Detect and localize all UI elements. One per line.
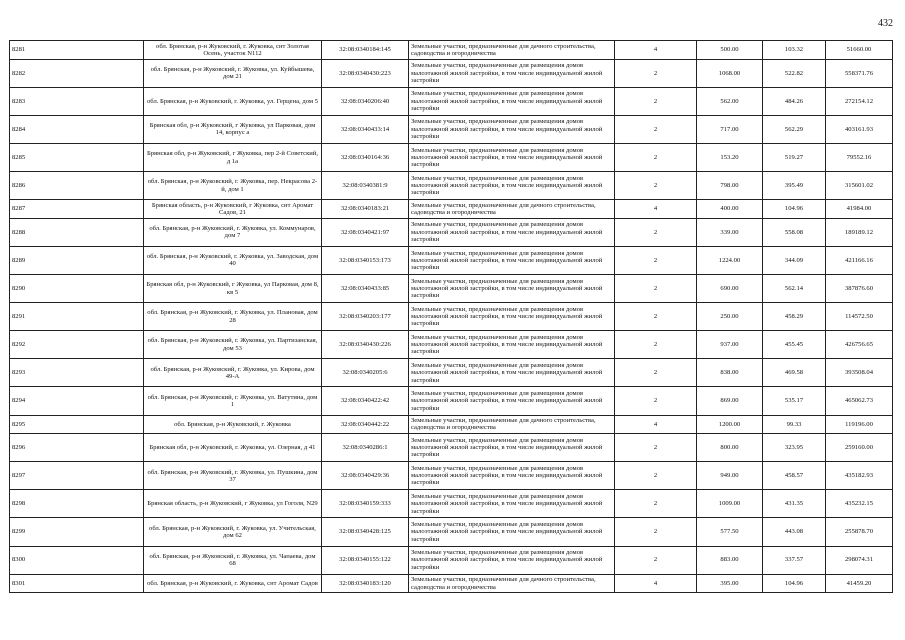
area-cell: 690.00 <box>697 275 763 303</box>
row-number: 8293 <box>10 359 144 387</box>
cadastral-value-cell: 387876.60 <box>826 275 893 303</box>
land-use-cell: Земельные участки, предназначенные для дачного строительства, садоводства и огородничества <box>409 41 615 60</box>
row-number: 8287 <box>10 200 144 219</box>
cadastral-value-table <box>9 40 893 593</box>
specific-value-cell: 558.08 <box>763 218 826 246</box>
address-cell: обл. Брянская, р-н Жуковский, г. Жуковка, ул. Ватутина, дом 1 <box>144 387 322 415</box>
cadastral-value-cell: 79552.16 <box>826 143 893 171</box>
address-cell: обл. Брянская, р-н Жуковский, г. Жуковка, ул. Плановая, дом 28 <box>144 303 322 331</box>
cadastral-value-cell: 51660.00 <box>826 41 893 60</box>
cadastral-value-cell: 403161.93 <box>826 115 893 143</box>
address-cell: обл. Брянская, р-н Жуковский, г. Жуковка, пер. Некрасова 2-й, дом 1 <box>144 172 322 200</box>
land-use-cell: Земельные участки, предназначенные для размещения домов малоэтажной жилой застройки, в том числе индивидуальной жилой застройки <box>409 59 615 87</box>
specific-value-cell: 104.96 <box>763 200 826 219</box>
table-row <box>10 387 893 415</box>
specific-value-cell: 519.27 <box>763 143 826 171</box>
cadastral-value-cell: 298074.31 <box>826 546 893 574</box>
land-use-cell: Земельные участки, предназначенные для размещения домов малоэтажной жилой застройки, в том числе индивидуальной жилой застройки <box>409 462 615 490</box>
address-cell: Брянская область, р-н Жуковский, г Жуковка, ул Гоголя, N29 <box>144 490 322 518</box>
table-row <box>10 574 893 593</box>
cadastral-value-cell: 189189.12 <box>826 218 893 246</box>
address-cell: Брянская область, р-н Жуковский, г Жуковка, снт Аромат Садов, 21 <box>144 200 322 219</box>
cadastral-number-cell: 32:08:0340206:40 <box>322 87 409 115</box>
area-cell: 838.00 <box>697 359 763 387</box>
cadastral-value-cell: 259160.00 <box>826 434 893 462</box>
land-use-cell: Земельные участки, предназначенные для размещения домов малоэтажной жилой застройки, в том числе индивидуальной жилой застройки <box>409 387 615 415</box>
address-cell: обл. Брянская, р-н Жуковский, г. Жуковка, ул. Герцена, дом 5 <box>144 87 322 115</box>
cadastral-value-cell: 421166.16 <box>826 246 893 274</box>
address-cell: обл. Брянская, р-н Жуковский, г. Жуковка, ул. Пушкина, дом 37 <box>144 462 322 490</box>
table-row <box>10 359 893 387</box>
area-cell: 883.00 <box>697 546 763 574</box>
specific-value-cell: 458.29 <box>763 303 826 331</box>
group-code-cell: 4 <box>615 41 697 60</box>
row-number: 8289 <box>10 246 144 274</box>
row-number: 8298 <box>10 490 144 518</box>
row-number: 8291 <box>10 303 144 331</box>
table-row <box>10 518 893 546</box>
group-code-cell: 2 <box>615 59 697 87</box>
cadastral-number-cell: 32:08:0340183:120 <box>322 574 409 593</box>
address-cell: обл. Брянская, р-н Жуковский, г. Жуковка, ул. Кирова, дом 49-А <box>144 359 322 387</box>
specific-value-cell: 395.49 <box>763 172 826 200</box>
group-code-cell: 2 <box>615 546 697 574</box>
cadastral-number-cell: 32:08:0340203:177 <box>322 303 409 331</box>
area-cell: 500.00 <box>697 41 763 60</box>
specific-value-cell: 484.26 <box>763 87 826 115</box>
cadastral-value-cell: 119196.00 <box>826 415 893 434</box>
specific-value-cell: 522.82 <box>763 59 826 87</box>
table-row <box>10 115 893 143</box>
table-row <box>10 415 893 434</box>
table-row <box>10 143 893 171</box>
table-row <box>10 172 893 200</box>
land-use-cell: Земельные участки, предназначенные для размещения домов малоэтажной жилой застройки, в том числе индивидуальной жилой застройки <box>409 303 615 331</box>
table-row <box>10 59 893 87</box>
group-code-cell: 4 <box>615 574 697 593</box>
specific-value-cell: 99.33 <box>763 415 826 434</box>
row-number: 8295 <box>10 415 144 434</box>
table-row <box>10 303 893 331</box>
land-use-cell: Земельные участки, предназначенные для дачного строительства, садоводства и огородничества <box>409 574 615 593</box>
table-row <box>10 87 893 115</box>
area-cell: 577.50 <box>697 518 763 546</box>
cadastral-value-cell: 435182.93 <box>826 462 893 490</box>
specific-value-cell: 562.14 <box>763 275 826 303</box>
specific-value-cell: 562.29 <box>763 115 826 143</box>
cadastral-number-cell: 32:08:0340433:85 <box>322 275 409 303</box>
specific-value-cell: 323.95 <box>763 434 826 462</box>
cadastral-value-cell: 435232.15 <box>826 490 893 518</box>
cadastral-number-cell: 32:08:0340155:122 <box>322 546 409 574</box>
address-cell: обл. Брянская, р-н Жуковский, г. Жуковка, ул. Заводская, дом 40 <box>144 246 322 274</box>
row-number: 8281 <box>10 41 144 60</box>
cadastral-value-cell: 41459.20 <box>826 574 893 593</box>
cadastral-number-cell: 32:08:0340381:9 <box>322 172 409 200</box>
cadastral-number-cell: 32:08:0340164:36 <box>322 143 409 171</box>
row-number: 8292 <box>10 331 144 359</box>
group-code-cell: 2 <box>615 331 697 359</box>
group-code-cell: 2 <box>615 143 697 171</box>
group-code-cell: 2 <box>615 115 697 143</box>
cadastral-number-cell: 32:08:0340421:97 <box>322 218 409 246</box>
page-number: 432 <box>878 18 893 29</box>
cadastral-number-cell: 32:08:0340428:125 <box>322 518 409 546</box>
group-code-cell: 2 <box>615 359 697 387</box>
address-cell: обл. Брянская, р-н Жуковский, г. Жуковка, ул. Коммунаров, дом 7 <box>144 218 322 246</box>
land-use-cell: Земельные участки, предназначенные для размещения домов малоэтажной жилой застройки, в том числе индивидуальной жилой застройки <box>409 518 615 546</box>
table-row <box>10 218 893 246</box>
row-number: 8285 <box>10 143 144 171</box>
land-use-cell: Земельные участки, предназначенные для размещения домов малоэтажной жилой застройки, в том числе индивидуальной жилой застройки <box>409 546 615 574</box>
address-cell: Брянская обл, р-н Жуковский, г Жуковка, пер 2-й Советский, д 1а <box>144 143 322 171</box>
area-cell: 1224.00 <box>697 246 763 274</box>
area-cell: 250.00 <box>697 303 763 331</box>
cadastral-number-cell: 32:08:0340430:226 <box>322 331 409 359</box>
address-cell: обл. Брянская, р-н Жуковский, г. Жуковка, ул. Партизанская, дом 53 <box>144 331 322 359</box>
group-code-cell: 2 <box>615 275 697 303</box>
row-number: 8288 <box>10 218 144 246</box>
specific-value-cell: 469.58 <box>763 359 826 387</box>
land-use-cell: Земельные участки, предназначенные для размещения домов малоэтажной жилой застройки, в том числе индивидуальной жилой застройки <box>409 331 615 359</box>
cadastral-number-cell: 32:08:0340286:1 <box>322 434 409 462</box>
area-cell: 937.00 <box>697 331 763 359</box>
area-cell: 1068.00 <box>697 59 763 87</box>
cadastral-value-cell: 114572.50 <box>826 303 893 331</box>
address-cell: Брянская обл, р-н Жуковский, г. Жуковка, ул. Озерная, д 41 <box>144 434 322 462</box>
specific-value-cell: 431.35 <box>763 490 826 518</box>
land-use-cell: Земельные участки, предназначенные для размещения домов малоэтажной жилой застройки, в том числе индивидуальной жилой застройки <box>409 87 615 115</box>
cadastral-number-cell: 32:08:0340442:22 <box>322 415 409 434</box>
cadastral-number-cell: 32:08:0340430:223 <box>322 59 409 87</box>
specific-value-cell: 455.45 <box>763 331 826 359</box>
area-cell: 562.00 <box>697 87 763 115</box>
table-row <box>10 246 893 274</box>
area-cell: 153.20 <box>697 143 763 171</box>
row-number: 8290 <box>10 275 144 303</box>
land-use-cell: Земельные участки, предназначенные для размещения домов малоэтажной жилой застройки, в том числе индивидуальной жилой застройки <box>409 434 615 462</box>
cadastral-value-cell: 41984.00 <box>826 200 893 219</box>
group-code-cell: 4 <box>615 200 697 219</box>
table-row <box>10 331 893 359</box>
area-cell: 1009.00 <box>697 490 763 518</box>
cadastral-value-cell: 558371.76 <box>826 59 893 87</box>
land-use-cell: Земельные участки, предназначенные для размещения домов малоэтажной жилой застройки, в том числе индивидуальной жилой застройки <box>409 359 615 387</box>
group-code-cell: 2 <box>615 87 697 115</box>
area-cell: 717.00 <box>697 115 763 143</box>
table-row <box>10 462 893 490</box>
table-row <box>10 275 893 303</box>
cadastral-value-cell: 315601.02 <box>826 172 893 200</box>
cadastral-number-cell: 32:08:0340429:36 <box>322 462 409 490</box>
land-use-cell: Земельные участки, предназначенные для размещения домов малоэтажной жилой застройки, в том числе индивидуальной жилой застройки <box>409 115 615 143</box>
address-cell: Брянская обл, р-н Жуковский, г Жуковка, ул Парковая, дом 8, кв 5 <box>144 275 322 303</box>
row-number: 8284 <box>10 115 144 143</box>
land-use-cell: Земельные участки, предназначенные для дачного строительства, садоводства и огородничества <box>409 415 615 434</box>
row-number: 8296 <box>10 434 144 462</box>
group-code-cell: 2 <box>615 387 697 415</box>
group-code-cell: 2 <box>615 434 697 462</box>
area-cell: 400.00 <box>697 200 763 219</box>
row-number: 8283 <box>10 87 144 115</box>
land-use-cell: Земельные участки, предназначенные для размещения домов малоэтажной жилой застройки, в том числе индивидуальной жилой застройки <box>409 218 615 246</box>
specific-value-cell: 458.57 <box>763 462 826 490</box>
cadastral-number-cell: 32:08:0340433:14 <box>322 115 409 143</box>
address-cell: обл. Брянская, р-н Жуковский, г. Жуковка, снт Золотая Осень, участок N112 <box>144 41 322 60</box>
area-cell: 949.00 <box>697 462 763 490</box>
address-cell: обл. Брянская, р-н Жуковский, г. Жуковка, снт Аромат Садов <box>144 574 322 593</box>
row-number: 8297 <box>10 462 144 490</box>
cadastral-number-cell: 32:08:0340422:42 <box>322 387 409 415</box>
area-cell: 395.00 <box>697 574 763 593</box>
row-number: 8299 <box>10 518 144 546</box>
specific-value-cell: 103.32 <box>763 41 826 60</box>
group-code-cell: 2 <box>615 518 697 546</box>
table-row <box>10 41 893 60</box>
specific-value-cell: 104.96 <box>763 574 826 593</box>
area-cell: 869.00 <box>697 387 763 415</box>
address-cell: обл. Брянская, р-н Жуковский, г. Жуковка, ул. Чапаева, дом 68 <box>144 546 322 574</box>
table-row <box>10 490 893 518</box>
area-cell: 798.00 <box>697 172 763 200</box>
land-use-cell: Земельные участки, предназначенные для размещения домов малоэтажной жилой застройки, в том числе индивидуальной жилой застройки <box>409 275 615 303</box>
row-number: 8286 <box>10 172 144 200</box>
cadastral-number-cell: 32:08:0340205:6 <box>322 359 409 387</box>
specific-value-cell: 443.08 <box>763 518 826 546</box>
row-number: 8282 <box>10 59 144 87</box>
address-cell: обл. Брянская, р-н Жуковский, г. Жуковка, ул. Куйбышева, дом 21 <box>144 59 322 87</box>
land-use-cell: Земельные участки, предназначенные для размещения домов малоэтажной жилой застройки, в том числе индивидуальной жилой застройки <box>409 490 615 518</box>
address-cell: обл. Брянская, р-н Жуковский, г. Жуковка <box>144 415 322 434</box>
cadastral-number-cell: 32:08:0340159:333 <box>322 490 409 518</box>
row-number: 8300 <box>10 546 144 574</box>
land-use-cell: Земельные участки, предназначенные для размещения домов малоэтажной жилой застройки, в том числе индивидуальной жилой застройки <box>409 143 615 171</box>
cadastral-number-cell: 32:08:0340184:145 <box>322 41 409 60</box>
group-code-cell: 2 <box>615 490 697 518</box>
address-cell: Брянская обл, р-н Жуковский, г Жуковка, ул Парковая, дом 14, корпус а <box>144 115 322 143</box>
table-row <box>10 200 893 219</box>
land-use-cell: Земельные участки, предназначенные для дачного строительства, садоводства и огородничества <box>409 200 615 219</box>
table-row <box>10 434 893 462</box>
area-cell: 339.00 <box>697 218 763 246</box>
land-use-cell: Земельные участки, предназначенные для размещения домов малоэтажной жилой застройки, в том числе индивидуальной жилой застройки <box>409 246 615 274</box>
specific-value-cell: 344.09 <box>763 246 826 274</box>
group-code-cell: 4 <box>615 415 697 434</box>
group-code-cell: 2 <box>615 218 697 246</box>
group-code-cell: 2 <box>615 462 697 490</box>
cadastral-value-cell: 426756.65 <box>826 331 893 359</box>
cadastral-value-cell: 393508.04 <box>826 359 893 387</box>
cadastral-number-cell: 32:08:0340183:21 <box>322 200 409 219</box>
cadastral-number-cell: 32:08:0340153:173 <box>322 246 409 274</box>
cadastral-value-cell: 255878.70 <box>826 518 893 546</box>
group-code-cell: 2 <box>615 172 697 200</box>
area-cell: 1200.00 <box>697 415 763 434</box>
cadastral-value-cell: 272154.12 <box>826 87 893 115</box>
group-code-cell: 2 <box>615 246 697 274</box>
table-body <box>10 41 893 593</box>
row-number: 8294 <box>10 387 144 415</box>
table-row <box>10 546 893 574</box>
area-cell: 800.00 <box>697 434 763 462</box>
specific-value-cell: 535.17 <box>763 387 826 415</box>
group-code-cell: 2 <box>615 303 697 331</box>
specific-value-cell: 337.57 <box>763 546 826 574</box>
address-cell: обл. Брянская, р-н Жуковский, г. Жуковка, ул. Учительская, дом 62 <box>144 518 322 546</box>
land-use-cell: Земельные участки, предназначенные для размещения домов малоэтажной жилой застройки, в том числе индивидуальной жилой застройки <box>409 172 615 200</box>
row-number: 8301 <box>10 574 144 593</box>
cadastral-value-cell: 465062.73 <box>826 387 893 415</box>
